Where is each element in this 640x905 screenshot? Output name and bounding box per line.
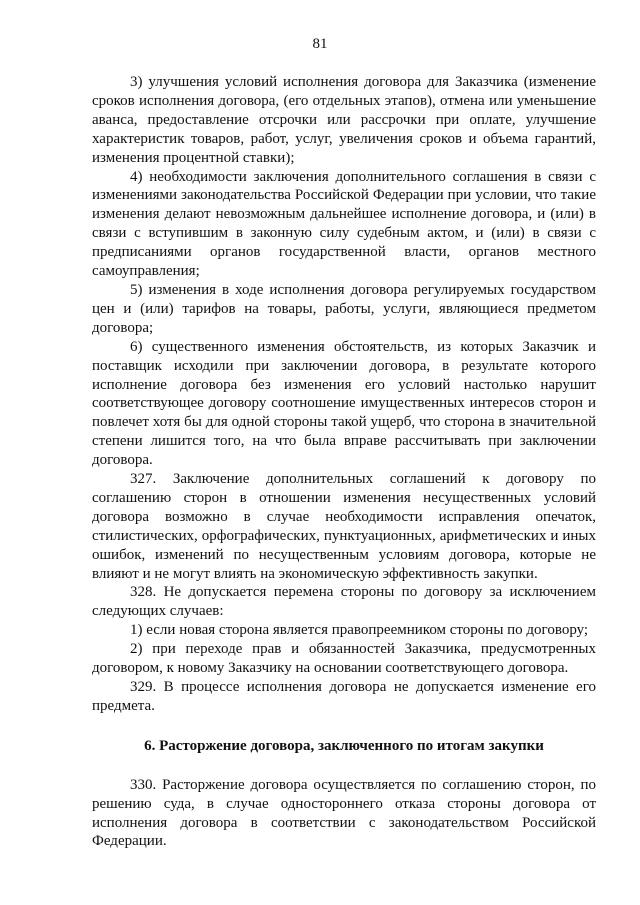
paragraph: 2) при переходе прав и обязанностей Заказчика, предусмотренных договором, к новому Заказчику на основании соответствующего договора. xyxy=(92,641,596,677)
paragraph: 3) улучшения условий исполнения договора для Заказчика (изменение сроков исполнения договора, (его отдельных этапов), отмена или уменьшение аванса, предоставление отсрочки или рассрочки при оплате, улучшение характеристик товаров, работ, услуг, увеличения сроков и объема гарантий, изменения процентной ставки); xyxy=(92,74,596,166)
paragraph: 5) изменения в ходе исполнения договора регулируемых государством цен и (или) тарифов на товары, работы, услуги, являющиеся предметом договора; xyxy=(92,281,596,336)
paragraph: 1) если новая сторона является правопреемником стороны по договору; xyxy=(130,622,589,639)
page-number: 81 xyxy=(312,36,328,52)
section-heading: 6. Расторжение договора, заключенного по итогам закупки xyxy=(144,737,544,754)
paragraph: 6) существенного изменения обстоятельств, из которых Заказчик и поставщик исходили при заключении договора, в результате которого исполнение договора без изменения его условий настолько нарушит соответствующее договору соотношение имущественных интересов сторон и повлечет хотя бы для одной стороны такой ущерб, что сторона в значительной степени лишится того, на что была вправе рассчитывать при заключении договора. xyxy=(92,338,596,469)
paragraph: 330. Расторжение договора осуществляется по соглашению сторон, по решению суда, в случае одностороннего отказа стороны договора от исполнения договора в соответствии с законодательством Российской Федерации. xyxy=(92,776,596,850)
paragraph: 329. В процессе исполнения договора не допускается изменение его предмета. xyxy=(92,679,596,714)
paragraph: 327. Заключение дополнительных соглашений к договору по соглашению сторон в отношении изменения несущественных условий договора возможно в случае необходимости исправления опечаток, стилистических, орфографических, пунктуационных, арифметических и иных ошибок, изменений по несущественным условиям договора, которые не влияют и не могут влиять на экономическую эффективность закупки. xyxy=(92,471,596,582)
paragraph: 4) необходимости заключения дополнительного соглашения в связи с изменениями законодательства Российской Федерации при условии, что такие изменения делают невозможным дальнейшее исполнение договора, и (или) в связи с вступившим в законную силу судебным актом, и (или) в связи с предписаниями органов государственной власти, органов местного самоуправления; xyxy=(92,168,596,280)
paragraph: 328. Не допускается перемена стороны по договору за исключением следующих случаев: xyxy=(92,584,596,620)
document-body xyxy=(92,73,596,851)
